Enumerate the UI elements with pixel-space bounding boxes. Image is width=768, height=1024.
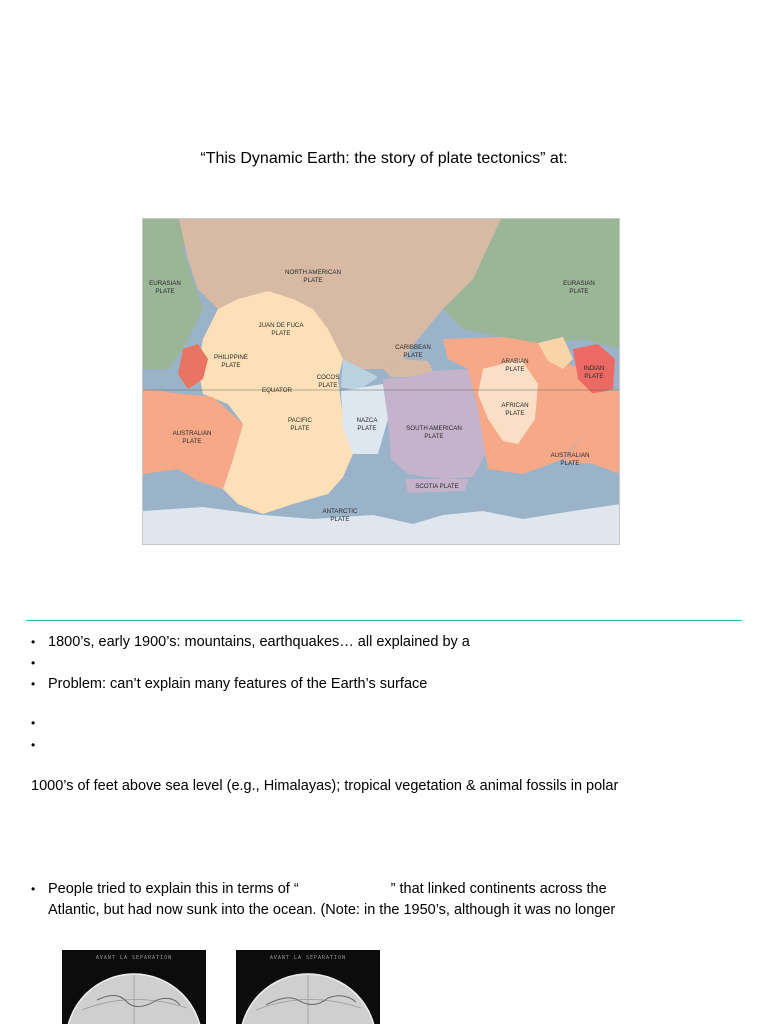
bullet-marker: • [31, 656, 36, 670]
bullet-people-line2: Atlantic, but had now sunk into the ocean. (Note: in the 1950’s, although it was no longer [48, 902, 616, 918]
label-pacific-2: PLATE [290, 425, 310, 432]
label-juan-de-fuca-2: PLATE [271, 330, 291, 337]
label-antarctic: ANTARCTIC [322, 508, 358, 515]
label-cocos: COCOS [316, 374, 340, 381]
body-paragraph: 1000’s of feet above sea level (e.g., Himalayas); tropical vegetation & animal fossils in polar [31, 778, 619, 794]
bullet-marker: • [31, 882, 36, 896]
label-pacific: PACIFIC [288, 417, 312, 424]
label-eurasian-west: EURASIAN [149, 280, 181, 287]
globe-photo-left [62, 950, 206, 1024]
label-equator: EQUATOR [261, 387, 293, 394]
label-south-american: SOUTH AMERICAN [406, 425, 462, 432]
globe-photo-right [236, 950, 380, 1024]
label-australian-west-2: PLATE [182, 438, 202, 445]
bullet-people-text-a: People tried to explain this in terms of “ [48, 881, 299, 897]
section-divider [26, 620, 742, 621]
globe-caption-left: AVANT LA SEPARATION [95, 955, 173, 961]
label-philippine: PHILIPPINE [213, 354, 249, 361]
bullet-text-3: Problem: can’t explain many features of the Earth’s surface [48, 676, 428, 692]
label-north-american: NORTH AMERICAN [285, 269, 341, 276]
label-south-american-2: PLATE [424, 433, 444, 440]
label-eurasian-east-2: PLATE [569, 288, 589, 295]
page-title: “This Dynamic Earth: the story of plate tectonics” at: [200, 150, 568, 167]
bullet-marker: • [31, 738, 36, 752]
label-cocos-2: PLATE [318, 382, 338, 389]
label-african: AFRICAN [501, 402, 529, 409]
label-australian-east-2: PLATE [560, 460, 580, 467]
plate-tectonics-map [142, 218, 620, 545]
globe-caption-right: AVANT LA SEPARATION [269, 955, 347, 961]
label-indian: INDIAN [583, 365, 605, 372]
label-caribbean: CARIBBEAN [395, 344, 431, 351]
label-indian-2: PLATE [584, 373, 604, 380]
label-eurasian-east: EURASIAN [563, 280, 595, 287]
label-nazca: NAZCA [356, 417, 378, 424]
bullet-text-1: 1800’s, early 1900’s: mountains, earthquakes… all explained by a [48, 634, 470, 650]
label-philippine-2: PLATE [221, 362, 241, 369]
label-juan-de-fuca: JUAN DE FUCA [258, 322, 304, 329]
bullet-people-line1 [48, 879, 607, 899]
label-nazca-2: PLATE [357, 425, 377, 432]
bullet-marker: • [31, 635, 36, 649]
bullet-people-text-b: ” that linked continents across the [390, 881, 607, 897]
label-arabian: ARABIAN [501, 358, 529, 365]
bullet-marker: • [31, 716, 36, 730]
label-arabian-2: PLATE [505, 366, 525, 373]
label-australian-west: AUSTRALIAN [172, 430, 212, 437]
bullet-marker: • [31, 677, 36, 691]
label-scotia: SCOTIA PLATE [415, 483, 459, 490]
label-antarctic-2: PLATE [330, 516, 350, 523]
label-north-american-2: PLATE [303, 277, 323, 284]
label-african-2: PLATE [505, 410, 525, 417]
label-australian-east: AUSTRALIAN [550, 452, 590, 459]
label-caribbean-2: PLATE [403, 352, 423, 359]
label-eurasian-west-2: PLATE [155, 288, 175, 295]
